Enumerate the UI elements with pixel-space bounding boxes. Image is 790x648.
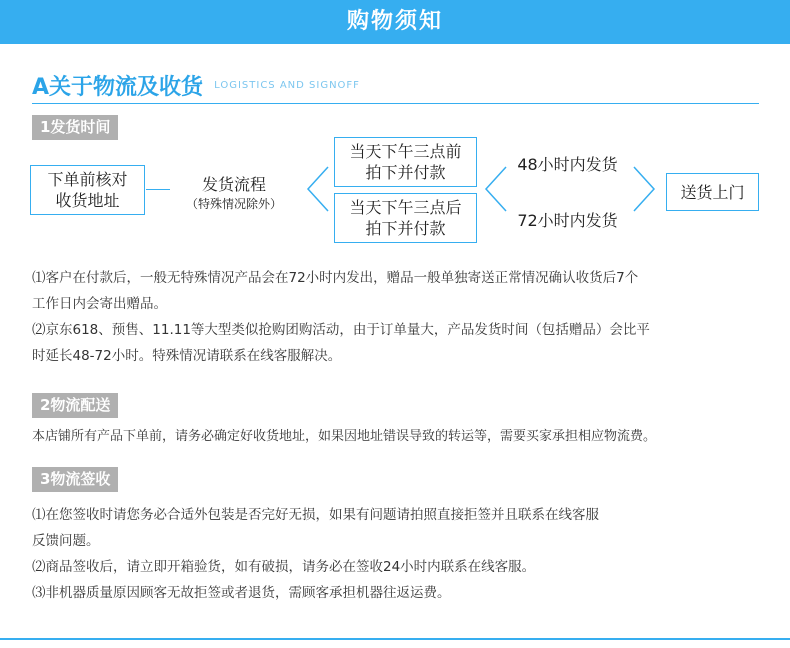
tag-delivery	[32, 393, 118, 418]
chevron-left-icon	[304, 163, 334, 215]
page-title: 购物须知	[346, 9, 443, 34]
section-title-english: LOGISTICS AND SIGNOFF	[214, 80, 360, 91]
chevron-right-icon	[628, 163, 658, 215]
flow-box-check-address	[30, 165, 145, 215]
shipping-time-notes	[32, 265, 767, 369]
note-line: 工作日内会寄出赠品。	[32, 296, 167, 312]
note-line: 本店铺所有产品下单前，请务必确定好收货地址，如果因地址错误导致的转运等，需要买家承担相应物流费。	[32, 429, 657, 444]
note-line: ⑴客户在付款后，一般无特殊情况产品会在72小时内发出，赠品一般单独寄送正常情况确认收货后7个	[32, 270, 639, 286]
flow-box-before-3pm	[334, 137, 477, 187]
page-header-banner	[0, 0, 790, 44]
flow-box-home-delivery	[666, 173, 759, 211]
flow-process-note: （特殊情况除外）	[185, 197, 282, 211]
section-title	[32, 70, 360, 106]
flow-connector-line	[146, 189, 170, 190]
note-line: ⑴在您签收时请您务必合适外包装是否完好无损，如果有问题请拍照直接拒签并且联系在线客服	[32, 507, 599, 523]
note-line: ⑵京东618、预售、11.11等大型类似抢购团购活动，由于订单量大，产品发货时间（包括赠品）会比平	[32, 322, 650, 338]
flow-box-after-3pm-line2: 拍下并付款	[365, 219, 446, 238]
delivery-notes	[32, 424, 767, 450]
note-line: 反馈问题。	[32, 533, 100, 549]
section-title-main: A关于物流及收货	[32, 75, 204, 100]
tag-shipping-time-label: 1发货时间	[40, 118, 111, 136]
footer-divider	[0, 638, 790, 640]
signoff-notes	[32, 502, 767, 606]
flow-process-title: 发货流程	[201, 175, 266, 194]
note-line: ⑶非机器质量原因顾客无故拒签或者退货，需顾客承担机器往返运费。	[32, 585, 451, 601]
flow-box-after-3pm-line1: 当天下午三点后	[349, 198, 462, 217]
note-line: 时延长48-72小时。特殊情况请联系在线客服解决。	[32, 348, 342, 364]
tag-shipping-time	[32, 115, 118, 140]
flow-box-after-3pm	[334, 193, 477, 243]
flow-box-home-delivery-label: 送货上门	[680, 182, 745, 202]
flow-box-before-3pm-line1: 当天下午三点前	[349, 142, 462, 161]
flow-box-before-3pm-line2: 拍下并付款	[365, 163, 446, 182]
flow-box-check-address-line2: 收货地址	[55, 191, 120, 210]
section-title-underline	[32, 103, 759, 104]
tag-delivery-label: 2物流配送	[40, 396, 111, 414]
flow-time-48h: 48小时内发货	[517, 155, 618, 174]
flow-time-72h: 72小时内发货	[517, 211, 618, 230]
flow-box-check-address-line1: 下单前核对	[47, 170, 128, 189]
tag-signoff-label: 3物流签收	[40, 470, 111, 488]
note-line: ⑵商品签收后，请立即开箱验货，如有破损，请务必在签收24小时内联系在线客服。	[32, 559, 536, 575]
tag-signoff	[32, 467, 118, 492]
